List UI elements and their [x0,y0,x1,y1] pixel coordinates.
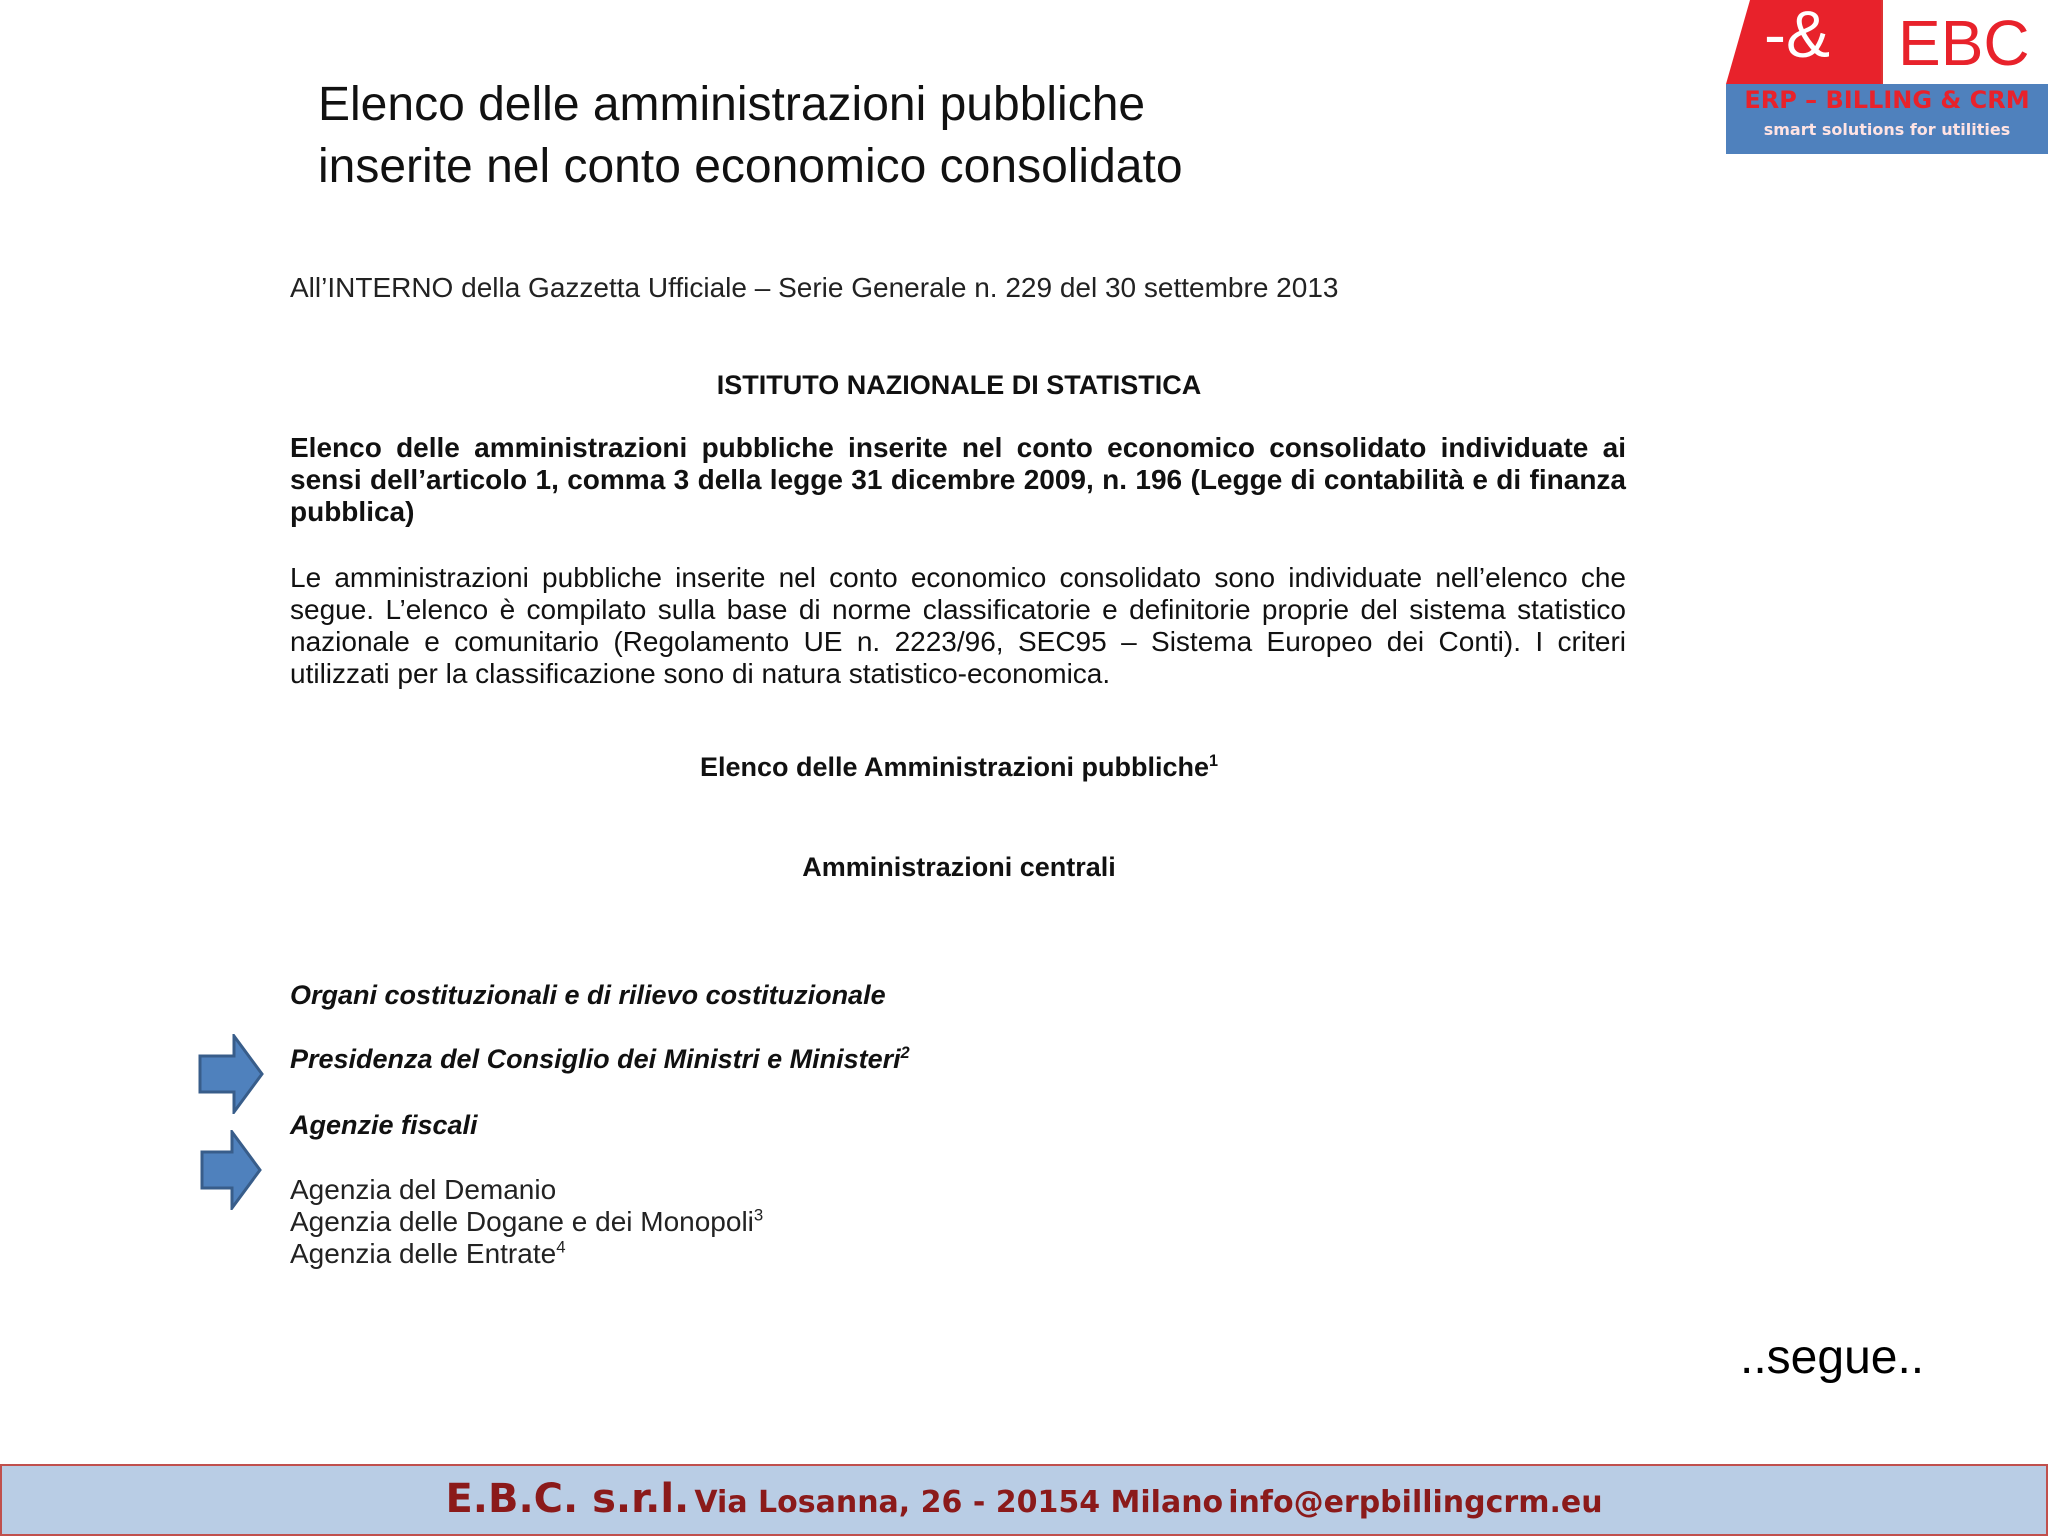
intro-bold-paragraph: Elenco delle amministrazioni pubbliche inserite nel conto economico consolidato individuate ai sensi dell’articolo 1, comma 3 della legge 31 dicembre 2009, n. 196 (Legge di contabilità e di finanza pubblica) [290,432,1626,527]
intro-paragraph: Le amministrazioni pubbliche inserite nel conto economico consolidato sono individuate nell’elenco che segue. L’elenco è compilato sulla base di norme classificatorie e definitorie proprie del sistema statistico nazionale e comunitario (Regolamento UE n. 2223/96, SEC95 – Sistema Europeo dei Conti). I criteri utilizzati per la classificazione sono di natura statistico-economica. [290,562,1626,689]
footnote-ref: 3 [753,1205,764,1225]
category-presidenza-text: Presidenza del Consiglio dei Ministri e Ministeri [290,1044,901,1074]
list-item [290,1206,763,1238]
agency-name: Agenzia delle Entrate [290,1238,557,1269]
logo-tagline: ERP – BILLING & CRM [1744,86,2030,114]
footer-text [2,1476,2046,1522]
institute-heading: ISTITUTO NAZIONALE DI STATISTICA [716,370,1202,400]
slide-title [318,74,1183,198]
footer-email[interactable]: info@erpbillingcrm.eu [1228,1485,1603,1520]
list-heading [290,752,1628,783]
agency-name: Agenzia delle Dogane e dei Monopoli [290,1206,754,1237]
category-organi: Organi costituzionali e di rilievo costituzionale [290,980,886,1010]
right-arrow-icon [198,1034,264,1114]
footnote-ref: 4 [556,1237,566,1257]
gazzetta-header: All’INTERNO della Gazzetta Ufficiale – Serie Generale n. 229 del 30 settembre 2013 [290,272,1339,303]
logo-subtagline: smart solutions for utilities [1763,120,2011,139]
logo-symbol: -& [1764,0,1830,71]
list-item [290,1238,763,1270]
continued-label: ..segue.. [1740,1331,1925,1384]
footer-company: E.B.C. s.r.l. [445,1476,690,1522]
slide-title-line-1: Elenco delle amministrazioni pubbliche [318,78,1146,131]
footer-bar [0,1464,2048,1536]
slide-title-line-2: inserite nel conto economico consolidato [318,140,1183,193]
section-heading: Amministrazioni centrali [802,852,1116,882]
agency-name: Agenzia del Demanio [290,1174,557,1205]
footer-address: Via Losanna, 26 - 20154 Milano [694,1485,1224,1520]
list-heading-text: Elenco delle Amministrazioni pubbliche [699,752,1210,782]
agency-list [290,1174,763,1270]
logo-brand: EBC [1898,7,2030,79]
right-arrow-icon [200,1130,262,1210]
category-agenzie: Agenzie fiscali [290,1110,478,1140]
ebc-logo [1726,0,2048,154]
footnote-ref: 2 [900,1044,910,1062]
footnote-ref: 1 [1209,752,1219,770]
category-presidenza [290,1044,910,1075]
list-item [290,1174,763,1206]
